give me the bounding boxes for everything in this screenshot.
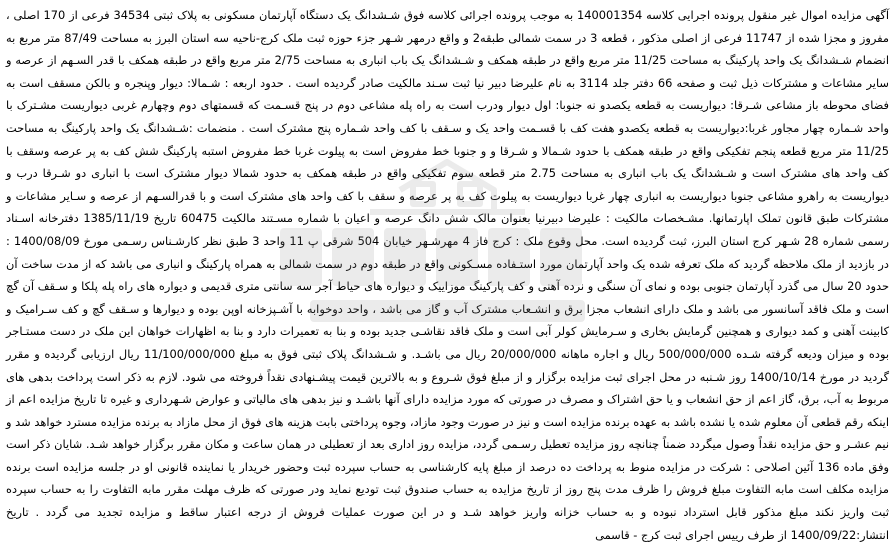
auction-notice-text: آگهی مزایده اموال غیر منقول پرونده اجرایی کلاسه 140001354 به موجب پرونده اجرائی کلاسه فوق شـشدانگ یک دستگاه آپارتمان مسکونی به پلاک ثبتی 34534 فرعی از 170 اصلی ، مفروز و مجزا شده از 11747 فرعی از اصلی مذکور ، قطعه 3 در سمت شمالی طبقه2 و واقع درمهر شـهر جزء حوزه ثبت ملک کرج-ناحیه سه استان البرز به مساحت 87/49 متر مربع به انضمام شـشدانگ یک واحد پارکینگ به مساحت 11/25 متر مربع واقع در طبقه همکف و شـشدانگ یک باب انباری به مساحت 2/75 متر مربع واقع در طبقه همکف با قدر السـهم از عرصه و سایر مشاعات و مشترکات ذیل ثبت و صفحه 66 دفتر جلد 3114 به نام علیرضا دبیر نیا ثبت سـند مالکیت صادر گردیده است . حدود اربعه : شـمالا: دیوار وپنجره و بالکن مسقف است به فضای محوطه باز مشاعی شـرقا: دیواریست به قطعه یکصدو نه جنوبا: اول دیوار ودرب است به راه پله مشاعی دوم در پنج قسـمت که قسمتهای دوم وچهارم غربی دیواریست مشـترک با واحد شـماره چهار مجاور غربا:دیواریست به قطعه یکصدو هفت کف با قسـمت واحد یک و سـقف با کف واحد شـماره پنج مشترک است . منضمات :شـشدانگ یک واحد پارکینگ به مساحت 11/25 متر مربع قطعه پنجم تفکیکی واقع در طبقه همکف با حدود شـمالا و شـرقا و و جنوبا خط مفروض است به پیلوت غربا خط مفروض استبه پارکینگ شش کف به پر عرصه وسقف با کف واحد های مشترک است و شـشدانگ یک باب انباری به مساحت 2.75 متر قطعه سوم تفکیکی واقع در طبقه همکف به حدود شمالا دیوار مشترک است با انباری دو شـرقا درب و دیواریست به راهرو مشاعی جنوبا دیواریست به انباری چهار غربا دیواریست به پیلوت کف به پر عرصه و سقف با کف واحد های مشترک است و با قدرالسـهم از عرصه و سـایر مشاعات و مشترکات طبق قانون تملک اپارتمانها. مشـخصات مالکیت : علیرضا دبیرنیا بعنوان مالک شش دانگ عرصه و اعیان با شماره مسـتند مالکیت 60475 تاریخ 1385/11/19 دفترخانه اسـناد رسمی شماره 28 شـهر کرج استان البرز، ثبت گردیده است. محل وقوع ملک : کرج فاز 4 مهرشـهر خیابان 504 شرقی پ 11 واحد 3 طبق نظر کارشـناس رسـمی مورخ 1400/08/09 : در بازدید از ملک ملاحظه گردید که ملک تعرفه شده یک واحد آپارتمان مورد استـفاده مسـکونی واقع در طبقه دوم در سمت شمالی به همراه پارکینگ و انباری می باشد که از مدت ساخت آن حدود 20 سال می گذرد آپارتمان جنوبی بوده و نمای آن سنگی و نرده آهنی و کف پارکینگ موزاییک و دیواره های حیاط آجر سه سانتی متری قدیمی و دیواره های راه پله پلکا و سـقف آن گچ است و ملک فاقد آسانسور می باشد و ملک دارای انشعاب مجزا برق و انشـعاب مشترک آب و گاز می باشد ، واحد دوخوابه با آشـپزخانه اوپن بوده و دیوارها و سـقف گچ و کف سـرامیک و کابینت آهنی و کمد دیواری و همچنین گرمایش بخاری و سـرمایش کولر آبی است و ملک فاقد نقاشـی جدید بوده و بنا به تعمیرات دارد و بنا به اظهارات خواهان این ملک در دست مستـاجر بوده و میزان ودیعه گرفته شـده 500/000/000 ریال و اجاره ماهانه 20/000/000 ریال می باشـد. و شـشدانگ پلاک ثبتی فوق به مبلغ 11/100/000/000 ریال ارزیابی گردیده و مقرر گردید در مورخ 1400/10/14 روز شـنبه در محل اجرای ثبت مزایده برگزار و از مبلغ فوق شـروع و به بالاترین قیمت پیشـنهادی نقداً فروخته می شود. لازم به ذکر است پرداخت بدهی های مربوط به آب، برق، گاز اعم از حق انشعاب و یا حق اشتراک و مصرف در صورتی که مورد مزایده دارای آنها باشـد و نیز بدهی های مالیاتی و عوارض شـهرداری و غیره تا تاریخ مزایده اعم از اینکه رقم قطعی آن معلوم شده یا نشده باشد به عهده برنده مزایده است و نیز در صورت وجود مازاد، وجوه پرداختی بابت هزینه های فوق از محل مازاد به برنده مزایده مسترد خواهد شد و نیم عشـر و حق مزایده نقداً وصول میگردد ضمناً چنانچه روز مزایده تعطیل رسـمی گردد، مزایده روز اداری بعد از تعطیلی در همان ساعت و مکان مقرر برگزار خواهد شـد. شایان ذکر است وفق ماده 136 آئین اصلاحی : شرکت در مزایده منوط به پرداخت ده درصد از مبلغ پایه کارشناسی به حساب سپرده ثبت وحضور خریدار یا نماینده قانونی او در جلسه مزایده است برنده مزایده مکلف است مابه التفاوت مبلغ فروش را ظرف مدت پنج روز از تاریخ مزایده به حساب صندوق ثبت توديع نمايد ودر صورتی که ظرف مهلت مقرر مابه التفاوت را به حساب سپرده ثبت واریز نکند مبلغ مذکور قابل استرداد نبوده و به حساب خزانه واریز خواهد شـد و در این صورت عملیات فروش از درجه اعتبار ساقط و مزایده تجدید می گردد . تاریخ انتشار:1400/09/22 از طرف رییس اجرای ثبت کرج - قاسمی (6, 8, 890, 542)
